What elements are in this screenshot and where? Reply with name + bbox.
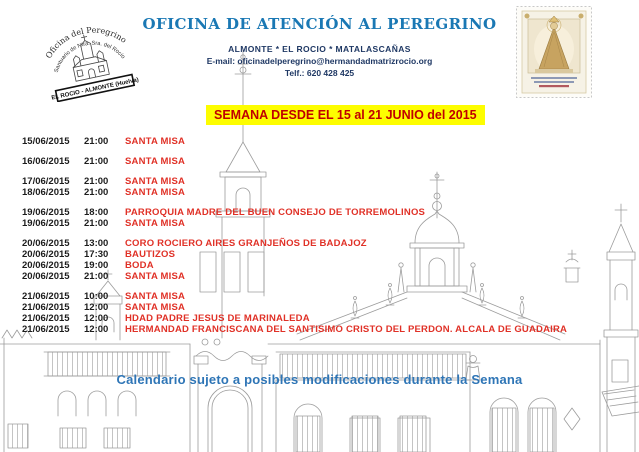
- schedule-row: [22, 187, 567, 198]
- schedule-event: BODA: [125, 260, 154, 271]
- footer-note: Calendario sujeto a posibles modificaciones durante la Semana: [116, 372, 523, 387]
- logo-caption: EL ROCIO - ALMONTE (Huelva): [51, 77, 140, 102]
- schedule-time: 17:30: [84, 249, 109, 260]
- schedule-day-group: [22, 136, 567, 147]
- schedule-time: 21:00: [84, 176, 109, 187]
- schedule-date: 17/06/2015: [22, 176, 70, 187]
- schedule-time: 10:00: [84, 291, 109, 302]
- schedule-day-group: [22, 238, 567, 282]
- schedule-date: 15/06/2015: [22, 136, 70, 147]
- schedule-day-group: [22, 291, 567, 335]
- schedule-event: SANTA MISA: [125, 136, 186, 147]
- schedule-event: SANTA MISA: [125, 271, 186, 282]
- page-title: OFICINA DE ATENCIÓN AL PEREGRINO: [142, 15, 497, 33]
- schedule-event: CORO ROCIERO AIRES GRANJEÑOS DE BADAJOZ: [125, 238, 367, 249]
- schedule-row: [22, 313, 567, 324]
- schedule-time: 21:00: [84, 218, 109, 229]
- schedule-row: [22, 238, 567, 249]
- schedule-time: 13:00: [84, 238, 109, 249]
- schedule-date: 20/06/2015: [22, 260, 70, 271]
- schedule-row: [22, 271, 567, 282]
- schedule-date: 20/06/2015: [22, 249, 70, 260]
- schedule-event: HDAD PADRE JESUS DE MARINALEDA: [125, 313, 310, 324]
- schedule-row: [22, 324, 567, 335]
- logo-arc-inner-text: Santuario de Ntra. Sra. del Rocío: [53, 40, 126, 74]
- schedule-time: 21:00: [84, 271, 109, 282]
- schedule-date: 20/06/2015: [22, 271, 70, 282]
- schedule-row: [22, 156, 567, 167]
- schedule-event: SANTA MISA: [125, 176, 186, 187]
- schedule-row: [22, 249, 567, 260]
- logo-arc-outer-text: Oficina del Peregrino: [44, 25, 129, 61]
- schedule-event: PARROQUIA MADRE DEL BUEN CONSEJO DE TORREMOLINOS: [125, 207, 426, 218]
- header-locations: ALMONTE * EL ROCIO * MATALASCAÑAS: [228, 44, 411, 54]
- schedule-day-group: [22, 176, 567, 198]
- schedule-row: [22, 302, 567, 313]
- schedule-row: [22, 291, 567, 302]
- schedule-time: 12:00: [84, 324, 109, 335]
- schedule-time: 12:00: [84, 313, 109, 324]
- schedule-row: [22, 136, 567, 147]
- schedule-time: 18:00: [84, 207, 109, 218]
- schedule-time: 12:00: [84, 302, 109, 313]
- schedule-row: [22, 207, 567, 218]
- schedule-date: 21/06/2015: [22, 313, 70, 324]
- schedule-event: SANTA MISA: [125, 218, 186, 229]
- schedule-event: BAUTIZOS: [125, 249, 176, 260]
- schedule-time: 21:00: [84, 156, 109, 167]
- schedule-event: SANTA MISA: [125, 291, 186, 302]
- header-phone: Telf.: 620 428 425: [284, 68, 355, 78]
- schedule-event: HERMANDAD FRANCISCANA DEL SANTISIMO CRISTO DEL PERDON. ALCALA DE GUADAIRA: [125, 324, 568, 335]
- schedule-list: [22, 136, 567, 344]
- schedule-event: SANTA MISA: [125, 156, 186, 167]
- schedule-event: SANTA MISA: [125, 187, 186, 198]
- schedule-date: 18/06/2015: [22, 187, 70, 198]
- schedule-date: 21/06/2015: [22, 302, 70, 313]
- schedule-day-group: [22, 156, 567, 167]
- schedule-row: [22, 260, 567, 271]
- schedule-date: 19/06/2015: [22, 218, 70, 229]
- schedule-date: 20/06/2015: [22, 238, 70, 249]
- schedule-row: [22, 176, 567, 187]
- schedule-day-group: [22, 207, 567, 229]
- schedule-date: 21/06/2015: [22, 291, 70, 302]
- week-banner: SEMANA DESDE EL 15 al 21 JUNIO del 2015: [206, 105, 485, 125]
- schedule-event: SANTA MISA: [125, 302, 186, 313]
- schedule-row: [22, 218, 567, 229]
- schedule-date: 16/06/2015: [22, 156, 70, 167]
- header-email: E-mail: oficinadelperegrino@hermandadmatrizrocio.org: [206, 56, 433, 66]
- schedule-time: 21:00: [84, 187, 109, 198]
- schedule-date: 21/06/2015: [22, 324, 70, 335]
- schedule-time: 19:00: [84, 260, 109, 271]
- schedule-date: 19/06/2015: [22, 207, 70, 218]
- schedule-time: 21:00: [84, 136, 109, 147]
